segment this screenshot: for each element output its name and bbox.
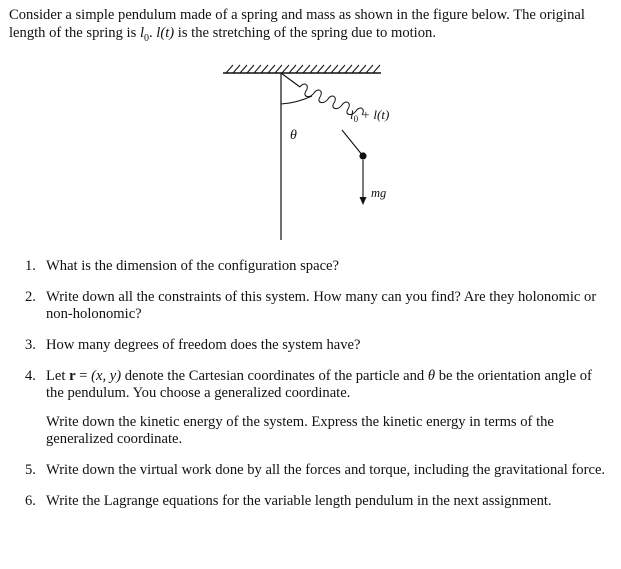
angle-label: θ bbox=[290, 128, 297, 143]
length-label-l: l bbox=[350, 107, 354, 122]
question-number: 2. bbox=[25, 289, 36, 305]
pendulum-mass bbox=[359, 152, 366, 159]
length-label-subscript: 0 bbox=[353, 114, 359, 124]
position-vector-symbol: r bbox=[69, 368, 76, 384]
question-text: Write the Lagrange equations for the variable length pendulum in the next assignment. bbox=[46, 493, 552, 509]
question-list bbox=[25, 258, 610, 524]
cartesian-coordinates: (x, y) bbox=[91, 368, 122, 384]
question-text: Write down the virtual work done by all the forces and torque, including the gravitational force. bbox=[46, 462, 606, 478]
question-text: Write down all the constraints of this system. How many can you find? Are they holonomic or non-holonomic? bbox=[46, 289, 597, 322]
spring-coil bbox=[300, 84, 363, 115]
theta-symbol: θ bbox=[427, 368, 436, 384]
l0-subscript: 0 bbox=[144, 32, 149, 44]
question-number: 4. bbox=[25, 368, 36, 384]
angle-arc bbox=[281, 96, 312, 104]
ceiling-hatching bbox=[226, 65, 380, 73]
gravity-arrowhead bbox=[360, 197, 367, 205]
length-label-rest: + l(t) bbox=[358, 107, 390, 122]
question-number: 3. bbox=[25, 337, 36, 353]
question-text bbox=[46, 368, 610, 402]
question-number: 5. bbox=[25, 462, 36, 478]
question-text-part: be the orientation angle of the pendulum. You choose a generalized coordinate. bbox=[46, 368, 592, 401]
question-text: How many degrees of freedom does the system have? bbox=[46, 337, 361, 353]
question-text: What is the dimension of the configuration space? bbox=[46, 258, 340, 274]
question-text-part: Let bbox=[46, 368, 70, 384]
question-text-part: denote the Cartesian coordinates of the particle and bbox=[121, 368, 428, 384]
spring-lead-top bbox=[281, 73, 300, 87]
l0-letter: l bbox=[139, 25, 144, 41]
pendulum-figure bbox=[0, 0, 621, 240]
question-item bbox=[25, 493, 610, 510]
question-item bbox=[25, 368, 610, 448]
equals-sign: = bbox=[75, 368, 92, 384]
question-subtext: Write down the kinetic energy of the system. Express the kinetic energy in terms of the generalized coordinate. bbox=[46, 414, 554, 447]
spring-lead-bottom bbox=[342, 130, 363, 156]
force-label: mg bbox=[371, 186, 387, 200]
question-item bbox=[25, 258, 610, 275]
question-number: 1. bbox=[25, 258, 36, 274]
intro-text-start: Consider a simple pendulum made of a spring and mass as shown in the figure below. The original length of the spring is bbox=[9, 7, 585, 41]
intro-text-end: is the stretching of the spring due to motion. bbox=[174, 25, 436, 41]
lt-symbol: l(t) bbox=[156, 25, 175, 41]
intro-text-mid: . bbox=[149, 25, 157, 41]
question-item bbox=[25, 289, 610, 323]
question-number: 6. bbox=[25, 493, 36, 509]
question-item bbox=[25, 462, 610, 479]
length-label bbox=[350, 107, 389, 124]
question-item bbox=[25, 337, 610, 354]
